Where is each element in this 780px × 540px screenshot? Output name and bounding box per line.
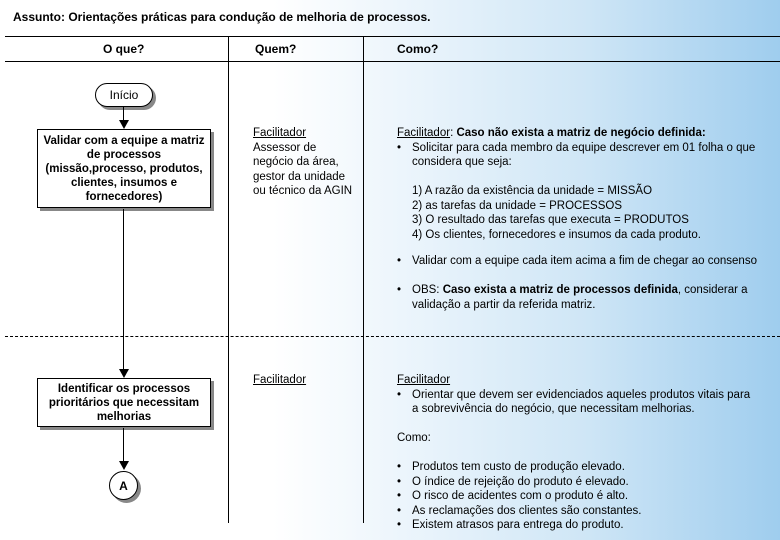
flow-arrow-2 <box>123 209 124 370</box>
how-row1-list <box>397 184 757 242</box>
row-separator <box>5 336 780 337</box>
how-row2-list-item: • As reclamações dos clientes são constantes. <box>397 504 757 519</box>
start-label: Início <box>109 88 139 102</box>
flow-arrow-3 <box>123 428 124 462</box>
process-identify-label: Identificar os processos prioritários que necessitam melhorias <box>48 382 200 423</box>
how-row1-bullet1: • Solicitar para cada membro da equipe descrever em 01 folha o que considera que seja: <box>397 141 757 170</box>
how-row1-obs-prefix: OBS: <box>412 284 443 296</box>
how-row1-list-item: 2) as tarefas da unidade = PROCESSOS <box>412 199 622 212</box>
who-row1 <box>253 126 358 199</box>
flow-arrowhead-1 <box>119 120 129 129</box>
connector-label: A <box>119 478 128 493</box>
who-row2-label: Facilitador <box>253 374 307 386</box>
how-row2-list-item: • Produtos tem custo de produção elevado. <box>397 460 757 475</box>
start-terminator <box>95 83 153 107</box>
how-row2-list-item: • Existem atrasos para entrega do produto. <box>397 518 757 533</box>
who-row2 <box>253 373 358 388</box>
how-row1-obs <box>397 283 757 312</box>
header-who: Quem? <box>255 42 297 56</box>
who-row1-label: Facilitador <box>253 127 307 139</box>
offpage-connector-a <box>109 471 138 500</box>
how-row1-obs-rest: , considerar a validação a partir da referida matriz. <box>412 284 748 311</box>
process-box-identify <box>37 378 211 427</box>
how-row2-list-item: • O risco de acidentes com o produto é alto. <box>397 489 757 504</box>
how-row2-como: Como: <box>397 432 431 444</box>
how-row1-obs-bold: Caso exista a matriz de processos definida <box>442 284 678 296</box>
process-validate-label: Validar com a equipe a matriz de processos (missão,processo, produtos, clientes, insumos e fornecedores) <box>43 134 205 203</box>
header-top-rule <box>5 36 780 37</box>
header-bottom-rule <box>5 61 780 62</box>
how-row2-label: Facilitador <box>397 374 451 386</box>
who-row1-text: Assessor de negócio da área, gestor da unidade ou técnico da AGIN <box>253 141 353 197</box>
flow-arrowhead-3 <box>119 461 129 470</box>
how-row1-list-item: 4) Os clientes, fornecedores e insumos da cada produto. <box>412 228 701 241</box>
how-row1-label: Facilitador <box>397 127 451 139</box>
how-row2 <box>397 373 757 533</box>
process-box-validate <box>37 129 211 208</box>
subject-title: Assunto: Orientações práticas para condução de melhoria de processos. <box>13 10 431 24</box>
how-row1-list-item: 1) A razão da existência da unidade = MISSÃO <box>412 185 653 197</box>
how-row2-list-item: • O índice de rejeição do produto é elevado. <box>397 475 757 490</box>
column-divider-2 <box>363 37 364 523</box>
how-row1-bullet2: • Validar com a equipe cada item acima a fim de chegar ao consenso <box>397 254 757 269</box>
how-row2-bullet: • Orientar que devem ser evidenciados aqueles produtos vitais para a sobrevivência do negócio, que necessitam melhorias. <box>397 388 757 417</box>
flow-arrow-1 <box>123 107 124 121</box>
how-row1-list-item: 3) O resultado das tarefas que executa = PRODUTOS <box>412 214 689 226</box>
how-row1-title: Caso não exista a matriz de negócio definida: <box>456 127 706 139</box>
header-what: O que? <box>103 42 145 56</box>
how-row1-heading: Facilitador: Caso não exista a matriz de negócio definida: <box>397 127 706 139</box>
header-how: Como? <box>397 42 439 56</box>
flow-arrowhead-2 <box>119 369 129 378</box>
column-divider-1 <box>228 37 229 523</box>
how-row1 <box>397 126 757 312</box>
